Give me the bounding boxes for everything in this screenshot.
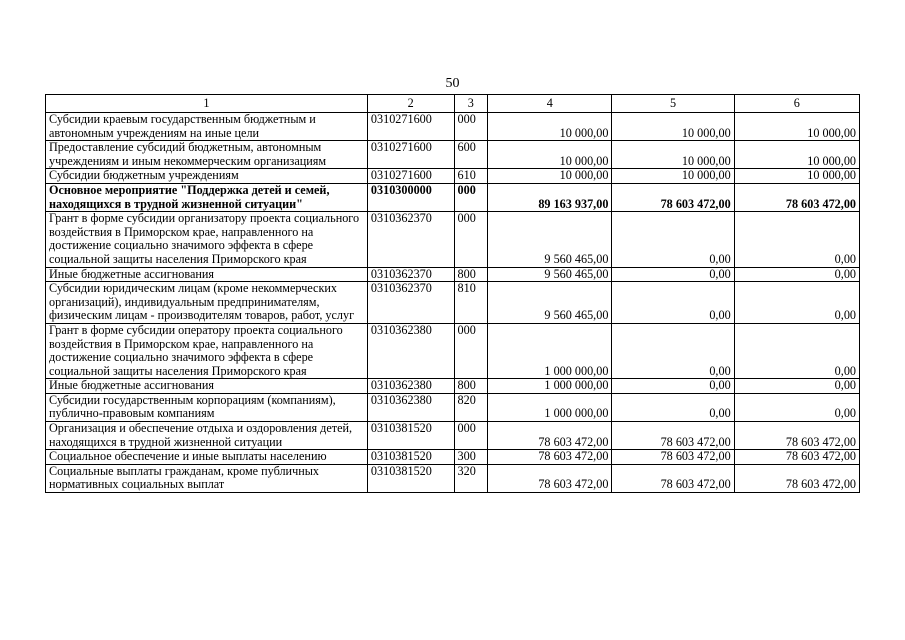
amount-cell-col5: 78 603 472,00 xyxy=(612,183,734,211)
row-name-cell: Субсидии бюджетным учреждениям xyxy=(46,169,368,184)
column-header: 1 xyxy=(46,95,368,113)
table-row xyxy=(46,323,860,378)
table-row xyxy=(46,422,860,450)
amount-cell-col4: 1 000 000,00 xyxy=(488,323,612,378)
column-header: 2 xyxy=(367,95,454,113)
page-number: 50 xyxy=(445,76,460,91)
row-name-cell: Грант в форме субсидии организатору проекта социального воздействия в Приморском крае, направленного на достижение социально значимого эффекта в сфере социальной защиты населения Приморского края xyxy=(46,212,368,267)
row-name-cell: Социальное обеспечение и иные выплаты населению xyxy=(46,450,368,465)
amount-cell-col6: 10 000,00 xyxy=(734,169,859,184)
column-header: 4 xyxy=(488,95,612,113)
amount-cell-col6: 0,00 xyxy=(734,323,859,378)
amount-cell-col5: 78 603 472,00 xyxy=(612,464,734,492)
expense-type-cell: 000 xyxy=(454,422,488,450)
table-row xyxy=(46,212,860,267)
row-name-cell: Основное мероприятие "Поддержка детей и семей, находящихся в трудной жизненной ситуации" xyxy=(46,183,368,211)
amount-cell-col5: 0,00 xyxy=(612,267,734,282)
target-code-cell: 0310362380 xyxy=(367,393,454,421)
budget-table xyxy=(45,94,860,493)
expense-type-cell: 000 xyxy=(454,113,488,141)
table-row xyxy=(46,183,860,211)
amount-cell-col6: 10 000,00 xyxy=(734,141,859,169)
table-header-row xyxy=(46,95,860,113)
target-code-cell: 0310362370 xyxy=(367,267,454,282)
expense-type-cell: 600 xyxy=(454,141,488,169)
table-row xyxy=(46,464,860,492)
row-name-cell: Иные бюджетные ассигнования xyxy=(46,267,368,282)
table-row xyxy=(46,379,860,394)
row-name-cell: Иные бюджетные ассигнования xyxy=(46,379,368,394)
row-name-cell: Предоставление субсидий бюджетным, автономным учреждениям и иным некоммерческим организациям xyxy=(46,141,368,169)
amount-cell-col4: 10 000,00 xyxy=(488,113,612,141)
expense-type-cell: 000 xyxy=(454,212,488,267)
row-name-cell: Субсидии краевым государственным бюджетным и автономным учреждениям на иные цели xyxy=(46,113,368,141)
amount-cell-col6: 0,00 xyxy=(734,379,859,394)
amount-cell-col5: 0,00 xyxy=(612,282,734,324)
amount-cell-col5: 0,00 xyxy=(612,323,734,378)
target-code-cell: 0310362380 xyxy=(367,323,454,378)
amount-cell-col4: 89 163 937,00 xyxy=(488,183,612,211)
target-code-cell: 0310271600 xyxy=(367,141,454,169)
expense-type-cell: 800 xyxy=(454,379,488,394)
row-name-cell: Организация и обеспечение отдыха и оздоровления детей, находящихся в трудной жизненной ситуации xyxy=(46,422,368,450)
table-row xyxy=(46,113,860,141)
amount-cell-col5: 10 000,00 xyxy=(612,113,734,141)
amount-cell-col5: 10 000,00 xyxy=(612,141,734,169)
amount-cell-col4: 78 603 472,00 xyxy=(488,450,612,465)
amount-cell-col4: 1 000 000,00 xyxy=(488,379,612,394)
amount-cell-col6: 0,00 xyxy=(734,393,859,421)
target-code-cell: 0310362370 xyxy=(367,212,454,267)
amount-cell-col4: 9 560 465,00 xyxy=(488,282,612,324)
expense-type-cell: 820 xyxy=(454,393,488,421)
target-code-cell: 0310362370 xyxy=(367,282,454,324)
table-row xyxy=(46,393,860,421)
amount-cell-col5: 0,00 xyxy=(612,379,734,394)
table-row xyxy=(46,450,860,465)
target-code-cell: 0310300000 xyxy=(367,183,454,211)
expense-type-cell: 000 xyxy=(454,183,488,211)
amount-cell-col6: 0,00 xyxy=(734,212,859,267)
amount-cell-col5: 0,00 xyxy=(612,393,734,421)
amount-cell-col4: 9 560 465,00 xyxy=(488,212,612,267)
amount-cell-col6: 10 000,00 xyxy=(734,113,859,141)
column-header: 5 xyxy=(612,95,734,113)
column-header: 3 xyxy=(454,95,488,113)
amount-cell-col6: 78 603 472,00 xyxy=(734,450,859,465)
amount-cell-col6: 0,00 xyxy=(734,267,859,282)
amount-cell-col4: 9 560 465,00 xyxy=(488,267,612,282)
amount-cell-col5: 0,00 xyxy=(612,212,734,267)
expense-type-cell: 320 xyxy=(454,464,488,492)
expense-type-cell: 300 xyxy=(454,450,488,465)
amount-cell-col5: 78 603 472,00 xyxy=(612,422,734,450)
amount-cell-col6: 78 603 472,00 xyxy=(734,464,859,492)
expense-type-cell: 810 xyxy=(454,282,488,324)
table-row xyxy=(46,267,860,282)
amount-cell-col5: 10 000,00 xyxy=(612,169,734,184)
table-row xyxy=(46,141,860,169)
target-code-cell: 0310271600 xyxy=(367,169,454,184)
amount-cell-col4: 1 000 000,00 xyxy=(488,393,612,421)
amount-cell-col4: 78 603 472,00 xyxy=(488,422,612,450)
expense-type-cell: 000 xyxy=(454,323,488,378)
amount-cell-col4: 10 000,00 xyxy=(488,141,612,169)
target-code-cell: 0310381520 xyxy=(367,422,454,450)
column-header: 6 xyxy=(734,95,859,113)
expense-type-cell: 800 xyxy=(454,267,488,282)
row-name-cell: Социальные выплаты гражданам, кроме публичных нормативных социальных выплат xyxy=(46,464,368,492)
target-code-cell: 0310271600 xyxy=(367,113,454,141)
expense-type-cell: 610 xyxy=(454,169,488,184)
amount-cell-col6: 0,00 xyxy=(734,282,859,324)
row-name-cell: Субсидии юридическим лицам (кроме некоммерческих организаций), индивидуальным предпринимателям, физическим лицам - производителям товаров, работ, услуг xyxy=(46,282,368,324)
table-row xyxy=(46,169,860,184)
row-name-cell: Субсидии государственным корпорациям (компаниям), публично-правовым компаниям xyxy=(46,393,368,421)
amount-cell-col6: 78 603 472,00 xyxy=(734,183,859,211)
row-name-cell: Грант в форме субсидии оператору проекта социального воздействия в Приморском крае, направленного на достижение социально значимого эффекта в сфере социальной защиты населения Приморского края xyxy=(46,323,368,378)
amount-cell-col4: 10 000,00 xyxy=(488,169,612,184)
table-row xyxy=(46,282,860,324)
target-code-cell: 0310381520 xyxy=(367,464,454,492)
target-code-cell: 0310381520 xyxy=(367,450,454,465)
target-code-cell: 0310362380 xyxy=(367,379,454,394)
amount-cell-col4: 78 603 472,00 xyxy=(488,464,612,492)
amount-cell-col5: 78 603 472,00 xyxy=(612,450,734,465)
amount-cell-col6: 78 603 472,00 xyxy=(734,422,859,450)
